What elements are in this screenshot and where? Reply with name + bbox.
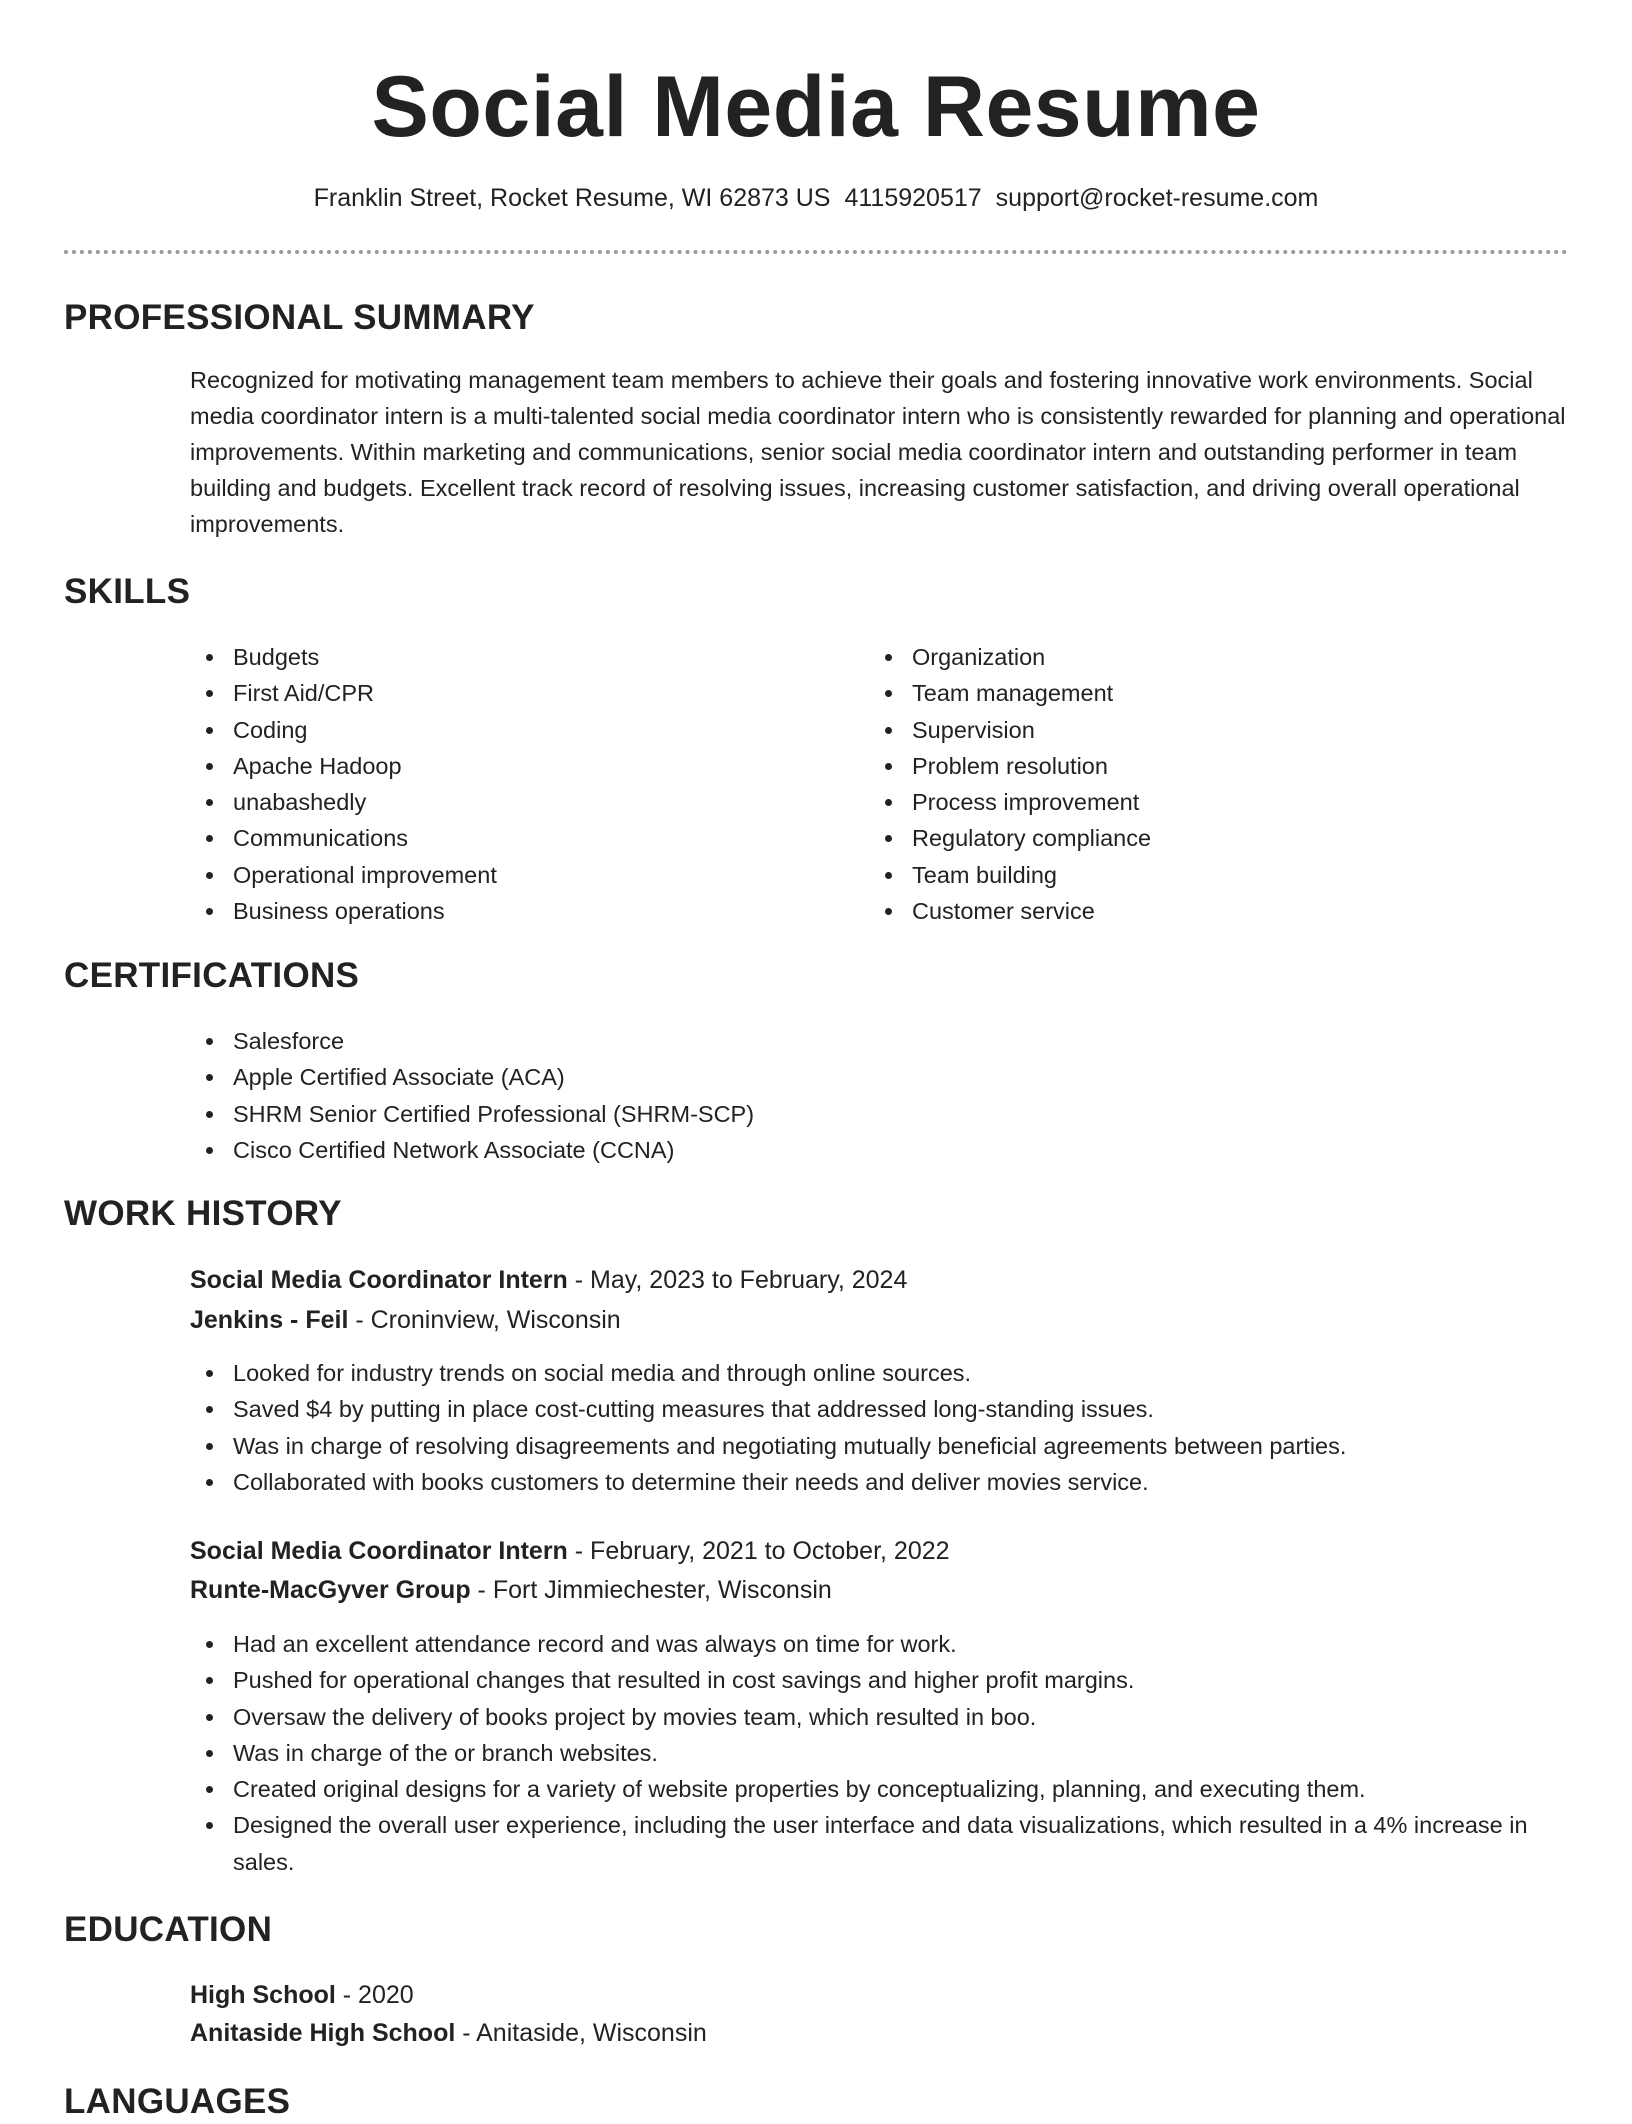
summary-text: Recognized for motivating management team members to achieve their goals and fostering innovative work environments. Social media coordinator intern is a multi-talented social media coordinator intern who is consistently rewarded for planning and operational improvements. Within marketing and communications, senior social media coordinator intern and outstanding performer in team building and budgets. Excellent track record of resolving issues, increasing customer satisfaction, and driving overall operational improvements.: [190, 367, 1566, 537]
languages-heading: LANGUAGES: [64, 2082, 291, 2121]
skill-item: Apache Hadoop: [190, 748, 830, 784]
skills-list-right: [869, 639, 1509, 929]
certification-item: SHRM Senior Certified Professional (SHRM-SCP): [190, 1096, 1570, 1132]
certifications-heading: CERTIFICATIONS: [64, 956, 360, 995]
skill-item: Problem resolution: [869, 748, 1509, 784]
skill-item: Customer service: [869, 893, 1509, 929]
skills-list-left: [190, 639, 830, 929]
job-bullet: Looked for industry trends on social media and through online sources.: [190, 1355, 1570, 1391]
education-year: - 2020: [335, 1981, 414, 2009]
job-bullet: Pushed for operational changes that resulted in cost savings and higher profit margins.: [190, 1662, 1570, 1698]
job-location: - Croninview, Wisconsin: [348, 1306, 621, 1334]
skill-item: Regulatory compliance: [869, 820, 1509, 856]
skill-item: Organization: [869, 639, 1509, 675]
skill-item: Business operations: [190, 893, 830, 929]
certification-item: Salesforce: [190, 1023, 1570, 1059]
skill-item: Budgets: [190, 639, 830, 675]
skill-item: First Aid/CPR: [190, 675, 830, 711]
contact-address: Franklin Street, Rocket Resume, WI 62873 US: [313, 184, 831, 212]
job-company: Runte-MacGyver Group: [190, 1576, 471, 1604]
skill-item: Communications: [190, 820, 830, 856]
job-dates: - February, 2021 to October, 2022: [567, 1537, 950, 1565]
education-location: - Anitaside, Wisconsin: [455, 2019, 707, 2047]
skill-item: Process improvement: [869, 784, 1509, 820]
job-dates: - May, 2023 to February, 2024: [567, 1266, 908, 1294]
skill-item: Supervision: [869, 712, 1509, 748]
education-degree-line: [190, 1978, 1570, 2012]
contact-line: [0, 182, 1632, 214]
job-role: Social Media Coordinator Intern: [190, 1537, 568, 1565]
job-bullet: Oversaw the delivery of books project by movies team, which resulted in boo.: [190, 1699, 1570, 1735]
work-history-heading: WORK HISTORY: [64, 1194, 342, 1233]
skill-item: Operational improvement: [190, 857, 830, 893]
contact-phone: 4115920517: [844, 184, 982, 212]
certifications-list: [190, 1023, 1570, 1168]
certification-item: Cisco Certified Network Associate (CCNA): [190, 1132, 1570, 1168]
skills-heading: SKILLS: [64, 572, 191, 611]
certification-item: Apple Certified Associate (ACA): [190, 1059, 1570, 1095]
job-bullet: Had an excellent attendance record and was always on time for work.: [190, 1626, 1570, 1662]
job-bullet: Created original designs for a variety of website properties by conceptualizing, planning, and executing them.: [190, 1771, 1570, 1807]
summary-heading: PROFESSIONAL SUMMARY: [64, 298, 535, 337]
job-company-line: [190, 1303, 1570, 1337]
job-bullet: Designed the overall user experience, including the user interface and data visualizations, which resulted in a 4% increase in sales.: [190, 1807, 1570, 1880]
education-school-line: [190, 2016, 1570, 2050]
job-bullet: Saved $4 by putting in place cost-cutting measures that addressed long-standing issues.: [190, 1391, 1570, 1427]
job-bullets: [190, 1626, 1570, 1880]
header-divider: [64, 250, 1568, 254]
job-location: - Fort Jimmiechester, Wisconsin: [470, 1576, 832, 1604]
skill-item: Team management: [869, 675, 1509, 711]
education-heading: EDUCATION: [64, 1910, 273, 1949]
education-school: Anitaside High School: [190, 2019, 456, 2047]
job-bullet: Was in charge of resolving disagreements and negotiating mutually beneficial agreements between parties.: [190, 1428, 1570, 1464]
job-company: Jenkins - Feil: [190, 1306, 349, 1334]
resume-name: Social Media Resume: [371, 59, 1261, 155]
job-bullet: Was in charge of the or branch websites.: [190, 1735, 1570, 1771]
education-degree: High School: [190, 1981, 336, 2009]
job-title-line: [190, 1263, 1570, 1297]
job-bullet: Collaborated with books customers to determine their needs and deliver movies service.: [190, 1464, 1570, 1500]
skill-item: Team building: [869, 857, 1509, 893]
job-role: Social Media Coordinator Intern: [190, 1266, 568, 1294]
skill-item: Coding: [190, 712, 830, 748]
job-company-line: [190, 1573, 1570, 1607]
job-title-line: [190, 1534, 1570, 1568]
job-bullets: [190, 1355, 1570, 1500]
skill-item: unabashedly: [190, 784, 830, 820]
contact-email: support@rocket-resume.com: [995, 184, 1319, 212]
